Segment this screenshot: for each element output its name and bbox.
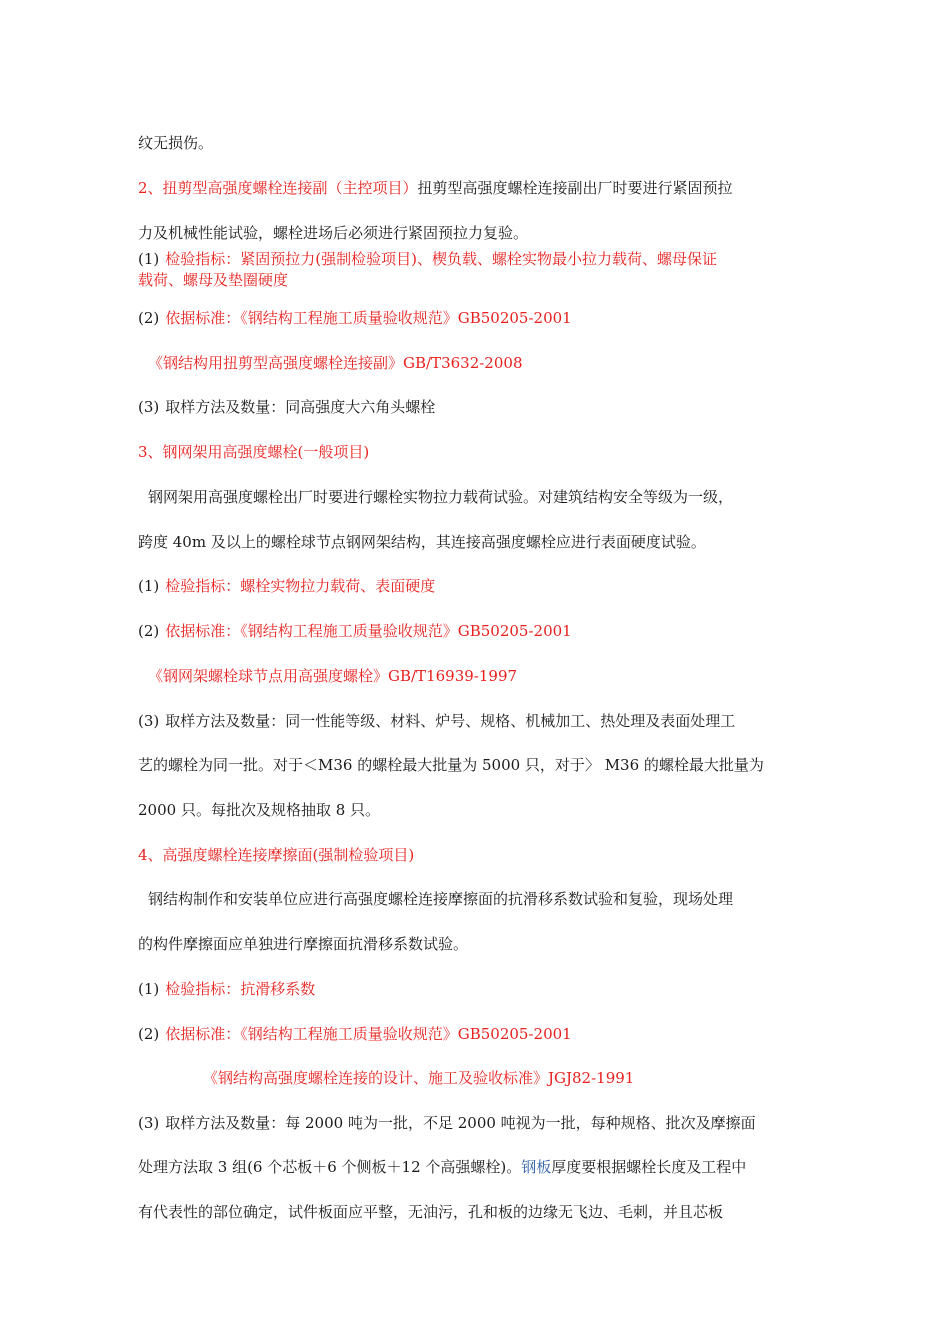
section-4-heading: 4、高强度螺栓连接摩擦面(强制检验项目) (138, 846, 415, 864)
paragraph-line: 纹无损伤。 (138, 134, 214, 152)
sampling-method: 取样方法及数量：同一性能等级、材料、炉号、规格、机械加工、热处理及表面处理工 (165, 712, 736, 730)
item-1-line (138, 979, 315, 999)
paragraph-line: 跨度 40m 及以上的螺栓球节点钢网架结构，其连接高强度螺栓应进行表面硬度试验。 (138, 533, 706, 551)
item-number: (3) (138, 398, 160, 416)
standard-reference: 《钢网架螺栓球节点用高强度螺栓》GB/T16939-1997 (148, 667, 518, 685)
paragraph-line: 力及机械性能试验，螺栓进场后必须进行紧固预拉力复验。 (138, 224, 529, 242)
sampling-method: 取样方法及数量：同高强度大六角头螺栓 (165, 398, 436, 416)
steel-plate-link[interactable]: 钢板 (521, 1158, 552, 1176)
item-1-line (138, 249, 717, 269)
inspection-index: 检验指标：抗滑移系数 (165, 980, 316, 998)
item-number: (1) (138, 250, 160, 268)
paragraph-text: 扭剪型高强度螺栓连接副出厂时要进行紧固预拉 (417, 179, 733, 197)
standard-reference: 依据标准：《钢结构工程施工质量验收规范》GB50205-2001 (165, 309, 572, 327)
item-number: (3) (138, 712, 160, 730)
paragraph-line: 的构件摩擦面应单独进行摩擦面抗滑移系数试验。 (138, 935, 469, 953)
item-number: (2) (138, 1025, 160, 1043)
paragraph-line: 有代表性的部位确定，试件板面应平整，无油污，孔和板的边缘无飞边、毛刺，并且芯板 (138, 1203, 724, 1221)
item-1-line (138, 576, 435, 596)
inspection-index: 检验指标：紧固预拉力(强制检验项目)、楔负载、螺栓实物最小拉力载荷、螺母保证 (165, 250, 717, 268)
item-number: (1) (138, 577, 160, 595)
standard-reference: 《钢结构高强度螺栓连接的设计、施工及验收标准》JGJ82-1991 (203, 1069, 635, 1087)
item-3-line (138, 1113, 756, 1133)
paragraph-line (138, 1157, 746, 1177)
section-2-line (138, 178, 733, 198)
paragraph-text: 厚度要根据螺栓长度及工程中 (551, 1158, 747, 1176)
section-3-heading: 3、钢网架用高强度螺栓(一般项目) (138, 443, 370, 461)
standard-reference: 依据标准：《钢结构工程施工质量验收规范》GB50205-2001 (165, 622, 572, 640)
paragraph-text: 处理方法取 3 组(6 个芯板＋6 个侧板＋12 个高强螺栓)。 (138, 1158, 522, 1176)
standard-reference: 《钢结构用扭剪型高强度螺栓连接副》GB/T3632-2008 (148, 354, 523, 372)
item-2-line (138, 308, 572, 328)
sampling-method: 取样方法及数量：每 2000 吨为一批，不足 2000 吨视为一批，每种规格、批次及摩擦面 (165, 1114, 756, 1132)
inspection-index: 检验指标：螺栓实物拉力载荷、表面硬度 (165, 577, 436, 595)
item-number: (3) (138, 1114, 160, 1132)
item-2-line (138, 621, 572, 641)
item-3-line (138, 397, 435, 417)
paragraph-line: 钢网架用高强度螺栓出厂时要进行螺栓实物拉力载荷试验。对建筑结构安全等级为一级， (148, 488, 734, 506)
paragraph-line: 艺的螺栓为同一批。对于＜M36 的螺栓最大批量为 5000 只，对于〉 M36 的螺栓最大批量为 (138, 756, 764, 774)
item-2-line (138, 1024, 572, 1044)
item-number: (2) (138, 309, 160, 327)
item-number: (1) (138, 980, 160, 998)
standard-reference: 依据标准：《钢结构工程施工质量验收规范》GB50205-2001 (165, 1025, 572, 1043)
paragraph-line: 2000 只。每批次及规格抽取 8 只。 (138, 801, 381, 819)
inspection-index-cont: 载荷、螺母及垫圈硬度 (138, 271, 289, 289)
section-2-heading: 2、扭剪型高强度螺栓连接副（主控项目） (138, 179, 418, 197)
paragraph-line: 钢结构制作和安装单位应进行高强度螺栓连接摩擦面的抗滑移系数试验和复验，现场处理 (148, 890, 734, 908)
item-3-line (138, 711, 735, 731)
item-number: (2) (138, 622, 160, 640)
